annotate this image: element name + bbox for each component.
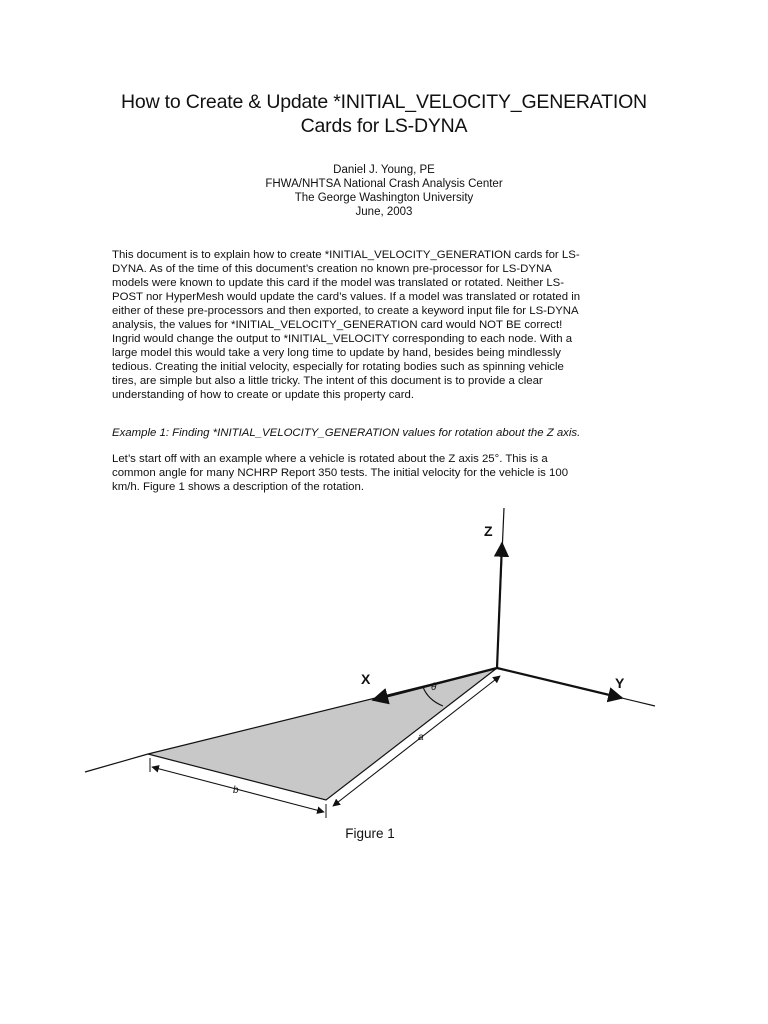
- author-date: June, 2003: [355, 206, 413, 218]
- figure-caption: Figure 1: [345, 826, 395, 841]
- example-heading: Example 1: Finding *INITIAL_VELOCITY_GENERATION values for rotation about the Z axis.: [112, 427, 581, 439]
- intro-line: analysis, the values for *INITIAL_VELOCITY_GENERATION card would NOT BE correct!: [112, 319, 563, 331]
- intro-line: tedious. Creating the initial velocity, especially for rotating bodies such as spinning vehicle: [112, 361, 564, 373]
- author-organization: FHWA/NHTSA National Crash Analysis Center: [265, 178, 503, 190]
- intro-paragraph: [112, 248, 662, 402]
- example-paragraph: [112, 452, 662, 494]
- example-line: common angle for many NCHRP Report 350 tests. The initial velocity for the vehicle is 100: [112, 467, 569, 479]
- figure-1-diagram: [0, 500, 768, 860]
- document-title: [0, 90, 768, 138]
- author-university: The George Washington University: [294, 192, 474, 204]
- axis-x-label: X: [361, 671, 371, 687]
- intro-line: either of these pre-processors and then exported, to create a keyword input file for LS-DYNA: [112, 305, 579, 317]
- intro-line: POST nor HyperMesh would update the card’s values. If a model was translated or rotated in: [112, 291, 581, 303]
- intro-line: tires, are simple but also a little tricky. The intent of this document is to provide a clear: [112, 375, 543, 387]
- intro-line: DYNA. As of the time of this document’s creation no known pre-processor for LS-DYNA: [112, 263, 552, 275]
- title-line-2: Cards for LS-DYNA: [300, 115, 468, 137]
- intro-line: understanding of how to create or update this property card.: [112, 389, 415, 401]
- author-name: Daniel J. Young, PE: [333, 164, 435, 176]
- intro-line: large model this would take a very long time to update by hand, besides being mindlessly: [112, 347, 561, 359]
- side-a-label: a: [418, 732, 424, 743]
- title-line-1: How to Create & Update *INITIAL_VELOCITY_GENERATION: [121, 91, 647, 113]
- side-b-label: b: [233, 785, 239, 796]
- intro-line: Ingrid would change the output to *INITIAL_VELOCITY corresponding to each node. With a: [112, 333, 573, 345]
- intro-line: This document is to explain how to create *INITIAL_VELOCITY_GENERATION cards for LS-: [112, 249, 580, 261]
- axis-y-label: Y: [615, 675, 625, 691]
- example-line: km/h. Figure 1 shows a description of the rotation.: [112, 481, 364, 493]
- theta-label: θ: [431, 682, 437, 693]
- intro-line: models were known to update this card if the model was translated or rotated. Neither LS-: [112, 277, 565, 289]
- z-axis-arrow: [497, 543, 502, 668]
- example-line: Let’s start off with an example where a vehicle is rotated about the Z axis 25°. This is a: [112, 453, 548, 465]
- x-axis-extension-line: [85, 754, 148, 772]
- axis-z-label: Z: [484, 523, 493, 539]
- author-block: [0, 163, 768, 219]
- y-axis-arrow: [497, 668, 622, 698]
